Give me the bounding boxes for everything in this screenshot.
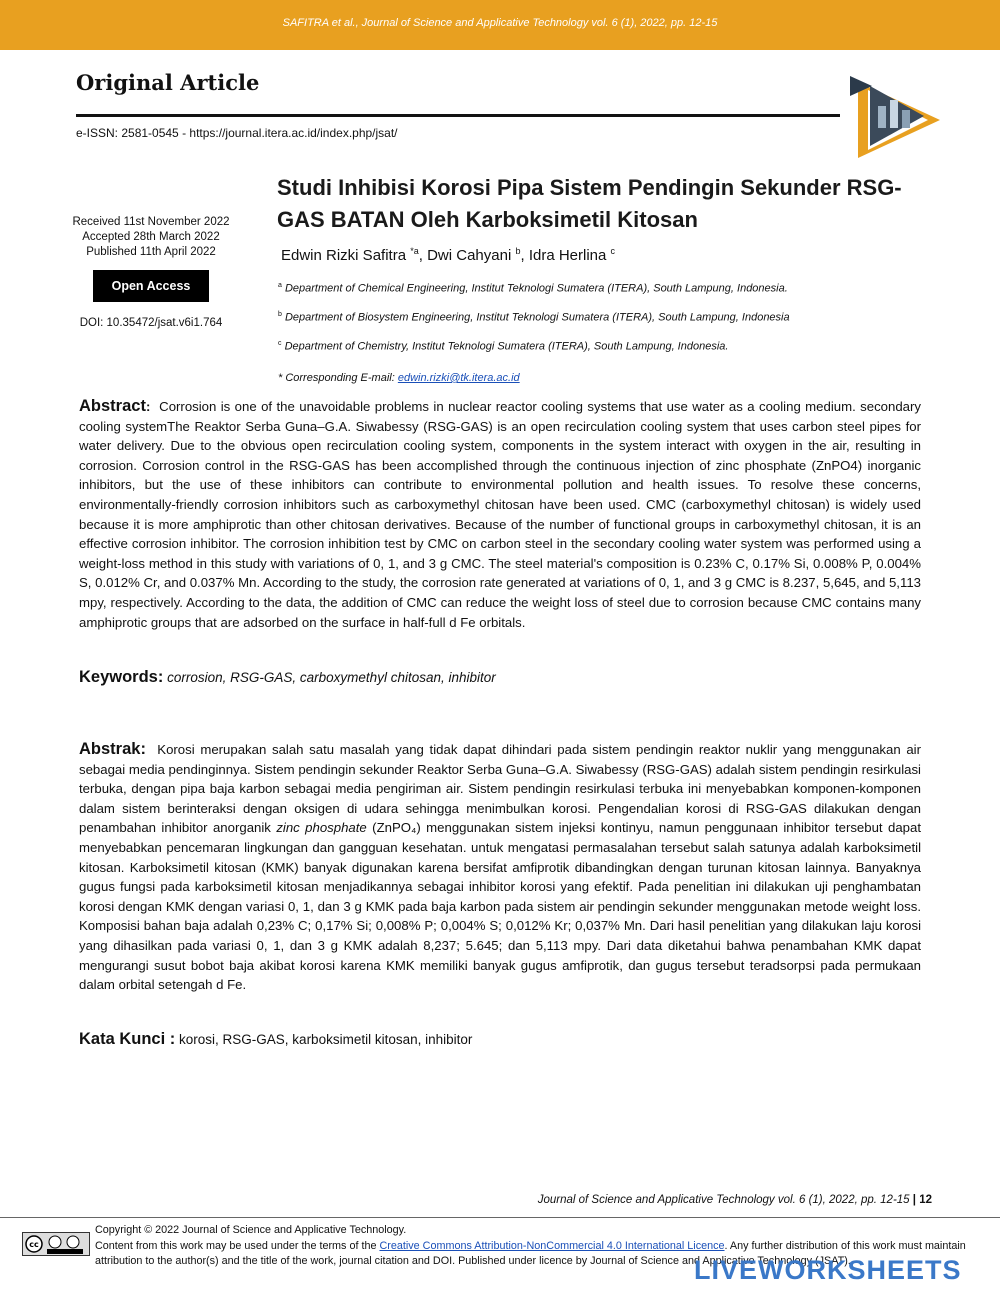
corresponding-email-link[interactable]: edwin.rizki@tk.itera.ac.id	[397, 372, 520, 384]
running-head: SAFITRA et al., Journal of Science and Applicative Technology vol. 6 (1), 2022, pp. 12-15	[282, 17, 718, 29]
footer-journal: Journal of Science and Applicative Technology vol. 6 (1), 2022, pp. 12-15 | 12	[537, 1194, 932, 1206]
affiliation-b-text: Department of Biosystem Engineering, Institut Teknologi Sumatera (ITERA), South Lampung, Indonesia	[284, 311, 790, 324]
corresponding-label: * Corresponding E-mail:	[278, 372, 395, 384]
running-head-bar	[0, 0, 1000, 50]
published-date: Published 11th April 2022	[86, 246, 216, 258]
abstract-english: Abstract: Corrosion is one of the unavoidable problems in nuclear reactor cooling systems that use water as a cooling medium. secondary cooling systemThe Reaktor Serba Guna–G.A. Siwabessy (RSG-GAS) is an open recirculation cooling system that uses carbon steel pipes for water delivery. Due to the obvious open recirculation cooling system, components in the system interact with oxygen in the air, resulting in corrosion. Corrosion control in the RSG-GAS has been accomplished through the continuous injection of zinc phosphate (ZnPO4) inorganic inhibitors, but the use of these inhibitors can contribute to environmental pollution and health issues. To resolve these concerns, environmentally-friendly corrosion inhibitors such as carboxymethyl chitosan have been used. CMC (carboxymethyl chitosan) is widely used because it is more amphiprotic than other chitosan derivatives. Because of the number of functional groups in carboxymethyl chitosan, it is an effective corrosion inhibitor. The corrosion inhibition test by CMC on carbon steel in the secondary cooling water system was performed using a weight-loss method in this study with variations of 0, 1, and 3 g CMC. The steel material's composition is 0.23% C, 0.17% Si, 0.008% P, 0.004% S, 0.012% Cr, and 0.037% Mn. According to the study, the corrosion rate generated at variations of 0, 1, and 3 g CMC is 8.237, 5,645, and 5,113 mpy, respectively. According to the data, the addition of CMC can reduce the weight loss of steel due to corrosion because CMC contains many amphiprotic groups that are adsorbed on the surface in half-full d Fe orbitals.	[79, 397, 922, 630]
author-3-mark: c	[610, 246, 616, 256]
keywords-english	[79, 668, 496, 687]
svg-text:cc: cc	[29, 1240, 39, 1249]
article-type: Original Article	[76, 70, 260, 95]
open-access-badge[interactable]: Open Access	[93, 270, 209, 302]
copyright-line: Copyright © 2022 Journal of Science and Applicative Technology.	[95, 1224, 407, 1236]
keywords-indonesian	[79, 1030, 472, 1049]
abstract-text: Corrosion is one of the unavoidable problems in nuclear reactor cooling systems that use water as a cooling medium. secondary cooling systemThe Reaktor Serba Guna–G.A. Siwabessy (RSG-GAS) is an open recirculation cooling system that uses carbon steel pipes for water delivery. Due to the obvious open recirculation cooling system, components in the system interact with oxygen in the air, resulting in corrosion. Corrosion control in the RSG-GAS has been accomplished through the continuous injection of zinc phosphate (ZnPO4) inorganic inhibitors, but the use of these inhibitors can contribute to environmental pollution and health issues. To resolve these concerns, environmentally-friendly corrosion inhibitors such as carboxymethyl chitosan have been used. CMC (carboxymethyl chitosan) is widely used because it is more amphiprotic than other chitosan derivatives. Because of the number of functional groups in carboxymethyl chitosan, it is an effective corrosion inhibitor. The corrosion inhibition test by CMC on carbon steel in the secondary cooling water system was performed using a weight-loss method in this study with variations of 0, 1, and 3 g CMC. The steel material's composition is 0.23% C, 0.17% Si, 0.008% P, 0.004% S, 0.012% Cr, and 0.037% Mn. According to the study, the corrosion rate generated at variations of 0, 1, and 3 g CMC is 8.237, 5,645, and 5,113 mpy, respectively. According to the data, the addition of CMC can reduce the weight loss of steel due to corrosion because CMC contains many amphiprotic groups that are adsorbed on the surface in half-full d Fe orbitals.	[79, 399, 922, 630]
abstrak-italic: zinc phosphate	[276, 820, 367, 836]
header-rule	[76, 114, 840, 117]
affiliation-c-text: Department of Chemistry, Institut Teknologi Sumatera (ITERA), South Lampung, Indonesia.	[284, 340, 729, 353]
corresponding-author	[278, 372, 520, 384]
kata-kunci-label: Kata Kunci :	[79, 1030, 176, 1048]
cc-license-icon[interactable]	[22, 1232, 90, 1256]
license-text-pre: Content from this work may be used under the terms of the	[95, 1239, 377, 1252]
article-history	[60, 215, 242, 331]
author-1-mark: *a	[410, 246, 419, 256]
page-number: 12	[919, 1194, 932, 1206]
footer-journal-text: Journal of Science and Applicative Technology vol. 6 (1), 2022, pp. 12-15	[537, 1194, 910, 1206]
cc-license-link[interactable]: Creative Commons Attribution-NonCommercial 4.0 International Licence	[379, 1239, 725, 1252]
affiliation-c	[278, 340, 728, 353]
abstract-indonesian	[79, 740, 921, 995]
paper-title: Studi Inhibisi Korosi Pipa Sistem Pendingin Sekunder RSG-GAS BATAN Oleh Karboksimetil Kitosan	[277, 175, 902, 232]
affiliation-a-text: Department of Chemical Engineering, Institut Teknologi Sumatera (ITERA), South Lampung, Indonesia.	[284, 282, 788, 295]
journal-logo-icon	[840, 72, 950, 162]
author-3: Idra Herlina	[528, 247, 607, 264]
abstrak-text-2: (ZnPO₄) menggunakan sistem injeksi kontinyu, namun penggunaan inhibitor tersebut dapat menyebabkan pencemaran lingkungan dan gangguan kesehatan. untuk mengatasi permasalahan tersebut salah satunya adalah karboksimetil kitosan. Karboksimetil kitosan (KMK) banyak digunakan karena bersifat amfiprotik dibandingkan dengan turunan kitosan lainnya. Banyaknya gugus fungsi pada karboksimetil kitosan menjadikannya sebagai inhibitor korosi yang efektif. Pada penelitian ini dilakukan uji penghambatan korosi dengan KMK dengan variasi 0, 1, dan 3 g KMK pada baja karbon pada sistem air pendingin sekunder menggunakan metode weight loss. Komposisi bahan baja adalah 0,23% C; 0,17% Si; 0,008% P; 0,004% S; 0,012% Kr; 0,037% Mn. Dari hasil penelitian yang dilakukan laju korosi yang dihasilkan pada variasi 0, 1, dan 3 g KMK adalah 8,237; 5.645; dan 5,113 mpy. Dari data diketahui bahwa penambahan KMK dapat mengurangi susut bobot baja akibat korosi karena KMK memiliki banyak gugus amfiprotik, dan gugus tersebut teradsorpsi pada permukaan dalam orbital setengah d Fe.	[79, 820, 921, 993]
issn-line: e-ISSN: 2581-0545 - https://journal.itera.ac.id/index.php/jsat/	[76, 126, 398, 140]
author-1: Edwin Rizki Safitra	[281, 247, 407, 264]
affiliation-b-mark: b	[278, 311, 282, 318]
affiliation-a-mark: a	[278, 282, 282, 289]
abstract-label: Abstract	[79, 397, 146, 415]
keywords-label: Keywords:	[79, 668, 164, 686]
footer-rule	[0, 1217, 1000, 1218]
affiliation-b	[278, 311, 790, 324]
license-text-post: . Any further distribution of this work must maintain attribution to the author(s) and the title of the work, journal citation and DOI. Published under licence by Journal of Science and Applicative Technology (JSAT).	[95, 1239, 966, 1267]
kata-kunci-text: korosi, RSG-GAS, karboksimetil kitosan, inhibitor	[179, 1032, 473, 1047]
keywords-text: corrosion, RSG-GAS, carboxymethyl chitosan, inhibitor	[167, 670, 496, 685]
author-list: Edwin Rizki Safitra $^{*a}$, Dwi Cahyani $^b$, Idra Herlina $^c$	[281, 246, 616, 264]
accepted-date: Accepted 28th March 2022	[82, 231, 220, 243]
abstrak-text-1: Korosi merupakan salah satu masalah yang tidak dapat dihindari pada sistem pendingin reaktor nuklir yang menggunakan air sebagai media pendinginnya. Sistem pendingin sekunder Reaktor Serba Guna–G.A. Siwabessy (RSG-GAS) adalah sistem pendingin resirkulasi terbuka, dengan pipa baja karbon sebagai media pengiriman air. Sistem pendingin resirkulasi terbuka ini menyebabkan komponen-komponen dalam sistem berinteraksi dengan oksigen di udara sehingga menimbulkan korosi. Pengendalian korosi di RSG-GAS dilakukan dengan penambahan inhibitor anorganik	[79, 742, 921, 836]
affiliation-a	[278, 282, 788, 295]
liveworksheets-watermark: LIVEWORKSHEETS	[694, 1255, 962, 1285]
doi[interactable]: DOI: 10.35472/jsat.v6i1.764	[79, 317, 223, 329]
affiliation-c-mark: c	[278, 340, 282, 347]
abstrak-label: Abstrak:	[79, 740, 146, 758]
author-2: Dwi Cahyani	[427, 247, 512, 264]
author-2-mark: b	[515, 246, 521, 256]
received-date: Received 11st November 2022	[72, 216, 230, 228]
